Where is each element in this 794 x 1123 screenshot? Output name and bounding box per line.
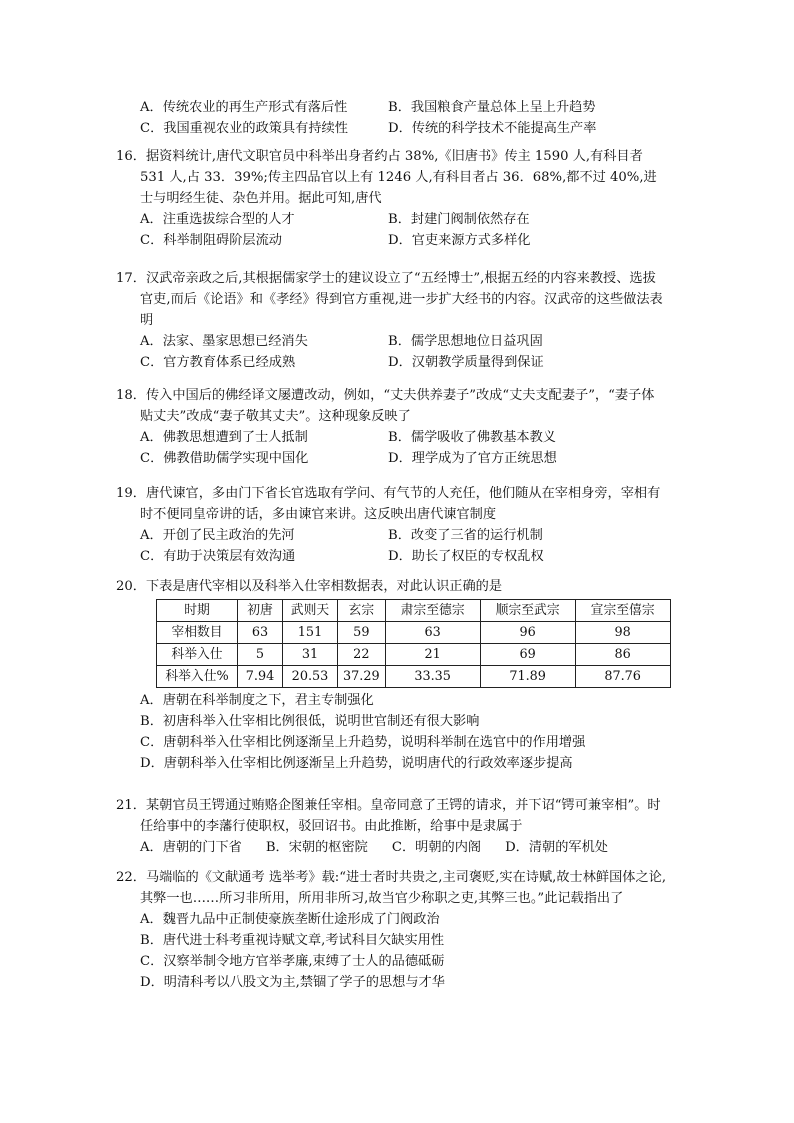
table-cell: 37.29 [338,666,386,688]
option-c[interactable]: C．唐朝科举入仕宰相比例逐渐呈上升趋势，说明科举制在选官中的作用增强 [140,735,586,750]
question-19 [116,483,666,567]
question-17-options [116,331,666,373]
question-21-options [116,837,666,858]
option-c[interactable]: C．官方教育体系已经成熟 [140,355,296,370]
table-row [157,666,671,688]
option-b[interactable]: B．初唐科举入仕宰相比例很低，说明世官制还有很大影响 [140,714,480,729]
option-a[interactable]: A．唐朝的门下省 [140,840,242,855]
question-15 [116,97,676,139]
question-21-stem: 21．某朝官员王锷通过贿赂企图兼任宰相。皇帝同意了王锷的请求，并下诏“锷可兼宰相”。时任给事中的李藩行使职权，驳回诏书。由此推断，给事中是隶属于 [116,798,661,834]
table-cell: 22 [338,644,386,666]
option-c[interactable]: C．明朝的内阁 [391,840,482,855]
table-header-cell: 顺宗至武宗 [480,600,575,622]
option-b[interactable]: B．儒学思想地位日益巩固 [388,334,543,349]
option-d[interactable]: D．理学成为了官方正统思想 [388,451,557,466]
option-d[interactable]: D．明清科考以八股文为主,禁锢了学子的思想与才华 [140,975,445,990]
table-cell: 59 [338,622,386,644]
option-c[interactable]: C．我国重视农业的政策具有持续性 [140,121,348,136]
question-18 [116,385,666,469]
data-table [156,599,671,688]
question-18-options [116,427,666,469]
table-row [157,622,671,644]
question-21 [116,795,666,858]
option-d[interactable]: D．清朝的军机处 [505,840,608,855]
question-15-options [116,97,676,139]
option-a[interactable]: A．开创了民主政治的先河 [140,528,295,543]
option-d[interactable]: D．助长了权臣的专权乱权 [388,549,544,564]
table-header-cell: 肃宗至德宗 [385,600,480,622]
table-header-row [157,600,671,622]
option-d[interactable]: D．官吏来源方式多样化 [388,233,531,248]
option-d[interactable]: D．传统的科学技术不能提高生产率 [388,121,597,136]
question-16 [116,146,666,251]
table-cell: 宰相数目 [157,622,238,644]
question-18-stem: 18．传入中国后的佛经译文屡遭改动，例如，“丈夫供养妻子”改成“丈夫支配妻子”，“妻子体贴丈夫”改成“妻子敬其丈夫”。这种现象反映了 [116,388,655,424]
question-22-stem: 22．马端临的《文献通考 选举考》载:“进士者时共贵之,主司褒贬,实在诗赋,故士林鲜国体之论,其弊一也……所习非所用，所用非所习,故当官少称职之吏,其弊三也。”此记载指出了 [116,870,667,906]
option-c[interactable]: C．汉察举制令地方官举孝廉,束缚了士人的品德砥砺 [140,954,445,969]
option-a[interactable]: A．注重选拔综合型的人才 [140,212,295,227]
table-cell: 151 [283,622,338,644]
table-header-cell: 宣宗至僖宗 [575,600,670,622]
option-a[interactable]: A．法家、墨家思想已经消失 [140,334,308,349]
table-cell: 98 [575,622,670,644]
option-b[interactable]: B．我国粮食产量总体上呈上升趋势 [388,100,596,115]
table-cell: 87.76 [575,666,670,688]
option-c[interactable]: C．有助于决策层有效沟通 [140,549,296,564]
option-c[interactable]: C．佛教借助儒学实现中国化 [140,451,309,466]
table-cell: 科举入仕% [157,666,238,688]
option-b[interactable]: B．改变了三省的运行机制 [388,528,543,543]
table-header-cell: 武则天 [283,600,338,622]
table-cell: 71.89 [480,666,575,688]
question-17 [116,268,666,373]
table-header-cell: 时期 [157,600,238,622]
question-19-options [116,525,666,567]
option-b[interactable]: B．儒学吸收了佛教基本教义 [388,430,556,445]
option-a[interactable]: A．传统农业的再生产形式有落后性 [140,100,348,115]
option-d[interactable]: D．唐朝科举入仕宰相比例逐渐呈上升趋势，说明唐代的行政效率逐步提高 [140,756,573,771]
option-b[interactable]: B．封建门阀制依然存在 [388,212,530,227]
table-cell: 科举入仕 [157,644,238,666]
table-cell: 33.35 [385,666,480,688]
table-cell: 31 [283,644,338,666]
table-row [157,644,671,666]
table-cell: 86 [575,644,670,666]
question-17-stem: 17．汉武帝亲政之后,其根据儒家学士的建议设立了“五经博士”,根据五经的内容来教授、选拔官吏,而后《论语》和《孝经》得到官方重视,进一步扩大经书的内容。汉武帝的这些做法表明 [116,271,663,328]
table-header-cell: 初唐 [238,600,283,622]
table-cell: 69 [480,644,575,666]
question-19-stem: 19．唐代谏官，多由门下省长官选取有学问、有气节的人充任，他们随从在宰相身旁，宰相有时不便同皇帝讲的话，多由谏官来讲。这反映出唐代谏官制度 [116,486,661,522]
table-cell: 7.94 [238,666,283,688]
option-d[interactable]: D．汉朝教学质量得到保证 [388,355,544,370]
option-a[interactable]: A．魏晋九品中正制使豪族垄断仕途形成了门阀政治 [140,912,440,927]
question-16-stem: 16．据资料统计,唐代文职官员中科举出身者约占 38%,《旧唐书》传主 1590 人,有科目者 531 人,占 33．39%;传主四品官以上有 1246 人,有科目者占 36．68%,都不过 40%,进士与明经生徒、杂色并用。据此可知,唐代 [116,149,657,206]
question-22-options [116,909,676,993]
option-a[interactable]: A．唐朝在科举制度之下，君主专制强化 [140,693,374,708]
option-b[interactable]: B．宋朝的枢密院 [265,840,368,855]
question-20 [116,576,676,774]
option-a[interactable]: A．佛教思想遭到了士人抵制 [140,430,308,445]
table-cell: 21 [385,644,480,666]
table-cell: 5 [238,644,283,666]
table-header-cell: 玄宗 [338,600,386,622]
option-c[interactable]: C．科举制阻碍阶层流动 [140,233,282,248]
table-cell: 63 [385,622,480,644]
question-22 [116,867,676,993]
question-20-stem: 20．下表是唐代宰相以及科举入仕宰相数据表，对此认识正确的是 [116,579,503,594]
question-20-options [116,690,676,774]
table-cell: 96 [480,622,575,644]
table-cell: 63 [238,622,283,644]
table-cell: 20.53 [283,666,338,688]
question-16-options [116,209,666,251]
option-b[interactable]: B．唐代进士科考重视诗赋文章,考试科目欠缺实用性 [140,933,445,948]
